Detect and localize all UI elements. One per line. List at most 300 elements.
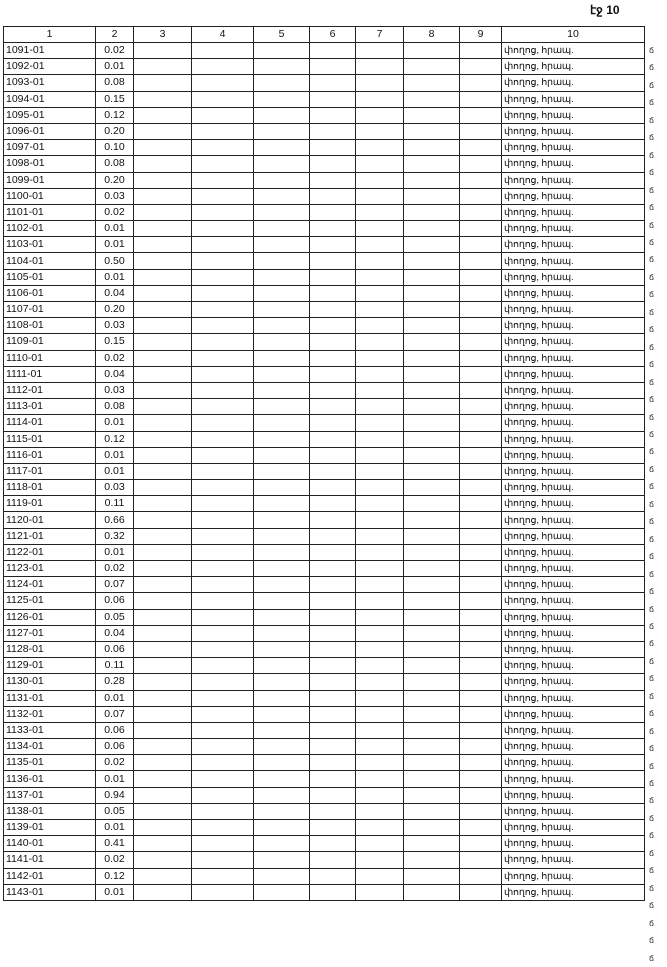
empty-cell bbox=[404, 706, 460, 722]
empty-cell bbox=[310, 107, 356, 123]
land-use-cell: փողոց, հրապ. bbox=[502, 204, 645, 220]
table-row bbox=[4, 641, 645, 657]
page-number: էջ 10 bbox=[590, 3, 620, 17]
empty-cell bbox=[254, 480, 310, 496]
empty-cell bbox=[460, 512, 502, 528]
margin-mark: ճ bbox=[649, 220, 655, 230]
empty-cell bbox=[404, 771, 460, 787]
empty-cell bbox=[460, 188, 502, 204]
empty-cell bbox=[460, 787, 502, 803]
empty-cell bbox=[254, 140, 310, 156]
table-row bbox=[4, 269, 645, 285]
column-header: 9 bbox=[460, 27, 502, 43]
empty-cell bbox=[310, 431, 356, 447]
table-row bbox=[4, 59, 645, 75]
parcel-code-cell: 1134-01 bbox=[4, 739, 96, 755]
empty-cell bbox=[460, 302, 502, 318]
table-row bbox=[4, 285, 645, 301]
empty-cell bbox=[356, 561, 404, 577]
land-use-cell: փողոց, հրապ. bbox=[502, 431, 645, 447]
table-row bbox=[4, 755, 645, 771]
empty-cell bbox=[404, 561, 460, 577]
parcel-code-cell: 1109-01 bbox=[4, 334, 96, 350]
table-row bbox=[4, 512, 645, 528]
land-use-cell: փողոց, հրապ. bbox=[502, 91, 645, 107]
land-use-cell: փողոց, հրապ. bbox=[502, 285, 645, 301]
parcel-code-cell: 1111-01 bbox=[4, 366, 96, 382]
empty-cell bbox=[192, 480, 254, 496]
area-cell: 0.01 bbox=[96, 544, 134, 560]
empty-cell bbox=[254, 366, 310, 382]
area-cell: 0.02 bbox=[96, 852, 134, 868]
empty-cell bbox=[460, 803, 502, 819]
empty-cell bbox=[134, 302, 192, 318]
empty-cell bbox=[254, 884, 310, 900]
margin-mark: ճ bbox=[649, 464, 655, 474]
empty-cell bbox=[310, 221, 356, 237]
table-row bbox=[4, 156, 645, 172]
margin-mark: ճ bbox=[649, 691, 655, 701]
empty-cell bbox=[356, 447, 404, 463]
empty-cell bbox=[460, 140, 502, 156]
empty-cell bbox=[356, 803, 404, 819]
empty-cell bbox=[404, 884, 460, 900]
parcel-code-cell: 1115-01 bbox=[4, 431, 96, 447]
empty-cell bbox=[460, 625, 502, 641]
parcel-code-cell: 1100-01 bbox=[4, 188, 96, 204]
empty-cell bbox=[404, 269, 460, 285]
empty-cell bbox=[254, 496, 310, 512]
margin-mark: ճ bbox=[649, 936, 655, 946]
land-use-cell: փողոց, հրապ. bbox=[502, 399, 645, 415]
land-use-cell: փողոց, հրապ. bbox=[502, 641, 645, 657]
parcel-code-cell: 1103-01 bbox=[4, 237, 96, 253]
area-cell: 0.05 bbox=[96, 609, 134, 625]
parcel-code-cell: 1136-01 bbox=[4, 771, 96, 787]
empty-cell bbox=[254, 415, 310, 431]
empty-cell bbox=[404, 722, 460, 738]
empty-cell bbox=[192, 609, 254, 625]
margin-mark: ճ bbox=[649, 412, 655, 422]
empty-cell bbox=[404, 140, 460, 156]
area-cell: 0.41 bbox=[96, 836, 134, 852]
area-cell: 0.04 bbox=[96, 625, 134, 641]
empty-cell bbox=[310, 480, 356, 496]
empty-cell bbox=[192, 755, 254, 771]
empty-cell bbox=[356, 528, 404, 544]
parcel-code-cell: 1125-01 bbox=[4, 593, 96, 609]
empty-cell bbox=[460, 318, 502, 334]
empty-cell bbox=[134, 107, 192, 123]
empty-cell bbox=[192, 204, 254, 220]
empty-cell bbox=[356, 593, 404, 609]
empty-cell bbox=[134, 803, 192, 819]
area-cell: 0.50 bbox=[96, 253, 134, 269]
empty-cell bbox=[254, 59, 310, 75]
empty-cell bbox=[460, 204, 502, 220]
parcel-code-cell: 1132-01 bbox=[4, 706, 96, 722]
empty-cell bbox=[356, 140, 404, 156]
empty-cell bbox=[134, 140, 192, 156]
empty-cell bbox=[310, 496, 356, 512]
empty-cell bbox=[254, 803, 310, 819]
land-use-cell: փողոց, հրապ. bbox=[502, 350, 645, 366]
empty-cell bbox=[310, 803, 356, 819]
land-use-cell: փողոց, հրապ. bbox=[502, 59, 645, 75]
empty-cell bbox=[134, 221, 192, 237]
land-use-cell: փողոց, հրապ. bbox=[502, 269, 645, 285]
parcel-code-cell: 1110-01 bbox=[4, 350, 96, 366]
empty-cell bbox=[356, 156, 404, 172]
empty-cell bbox=[134, 706, 192, 722]
parcel-code-cell: 1142-01 bbox=[4, 868, 96, 884]
empty-cell bbox=[310, 625, 356, 641]
margin-mark: ճ bbox=[649, 115, 655, 125]
margin-mark: ճ bbox=[649, 831, 655, 841]
parcel-code-cell: 1096-01 bbox=[4, 123, 96, 139]
land-use-cell: փողոց, հրապ. bbox=[502, 609, 645, 625]
area-cell: 0.02 bbox=[96, 43, 134, 59]
parcel-code-cell: 1099-01 bbox=[4, 172, 96, 188]
area-cell: 0.02 bbox=[96, 755, 134, 771]
table-row bbox=[4, 43, 645, 59]
empty-cell bbox=[404, 285, 460, 301]
empty-cell bbox=[134, 350, 192, 366]
table-row bbox=[4, 674, 645, 690]
empty-cell bbox=[134, 480, 192, 496]
empty-cell bbox=[134, 609, 192, 625]
empty-cell bbox=[356, 820, 404, 836]
empty-cell bbox=[192, 771, 254, 787]
empty-cell bbox=[134, 577, 192, 593]
empty-cell bbox=[134, 739, 192, 755]
empty-cell bbox=[356, 334, 404, 350]
parcel-code-cell: 1139-01 bbox=[4, 820, 96, 836]
empty-cell bbox=[254, 172, 310, 188]
margin-mark: ճ bbox=[649, 377, 655, 387]
empty-cell bbox=[192, 350, 254, 366]
area-cell: 0.11 bbox=[96, 496, 134, 512]
empty-cell bbox=[310, 512, 356, 528]
empty-cell bbox=[356, 625, 404, 641]
column-header-row bbox=[4, 27, 645, 43]
area-cell: 0.01 bbox=[96, 463, 134, 479]
empty-cell bbox=[356, 350, 404, 366]
empty-cell bbox=[134, 641, 192, 657]
table-row bbox=[4, 463, 645, 479]
empty-cell bbox=[192, 188, 254, 204]
parcel-code-cell: 1107-01 bbox=[4, 302, 96, 318]
parcel-code-cell: 1101-01 bbox=[4, 204, 96, 220]
empty-cell bbox=[134, 771, 192, 787]
empty-cell bbox=[310, 269, 356, 285]
land-use-cell: փողոց, հրապ. bbox=[502, 755, 645, 771]
empty-cell bbox=[310, 447, 356, 463]
table-row bbox=[4, 658, 645, 674]
margin-mark: ճ bbox=[649, 307, 655, 317]
area-cell: 0.02 bbox=[96, 350, 134, 366]
empty-cell bbox=[460, 382, 502, 398]
area-cell: 0.94 bbox=[96, 787, 134, 803]
empty-cell bbox=[404, 739, 460, 755]
empty-cell bbox=[460, 447, 502, 463]
area-cell: 0.03 bbox=[96, 480, 134, 496]
empty-cell bbox=[192, 561, 254, 577]
area-cell: 0.05 bbox=[96, 803, 134, 819]
empty-cell bbox=[310, 528, 356, 544]
empty-cell bbox=[310, 836, 356, 852]
empty-cell bbox=[254, 593, 310, 609]
empty-cell bbox=[254, 739, 310, 755]
area-cell: 0.08 bbox=[96, 75, 134, 91]
empty-cell bbox=[460, 221, 502, 237]
empty-cell bbox=[356, 690, 404, 706]
empty-cell bbox=[404, 302, 460, 318]
area-cell: 0.12 bbox=[96, 431, 134, 447]
parcel-code-cell: 1118-01 bbox=[4, 480, 96, 496]
empty-cell bbox=[310, 253, 356, 269]
table-row bbox=[4, 221, 645, 237]
empty-cell bbox=[356, 318, 404, 334]
empty-cell bbox=[192, 836, 254, 852]
empty-cell bbox=[310, 140, 356, 156]
land-use-cell: փողոց, հրապ. bbox=[502, 625, 645, 641]
margin-mark: ճ bbox=[649, 342, 655, 352]
empty-cell bbox=[254, 318, 310, 334]
empty-cell bbox=[404, 415, 460, 431]
empty-cell bbox=[356, 172, 404, 188]
column-header: 10 bbox=[502, 27, 645, 43]
empty-cell bbox=[254, 577, 310, 593]
parcel-code-cell: 1131-01 bbox=[4, 690, 96, 706]
land-use-cell: փողոց, հրապ. bbox=[502, 544, 645, 560]
empty-cell bbox=[310, 399, 356, 415]
empty-cell bbox=[460, 852, 502, 868]
table-row bbox=[4, 496, 645, 512]
empty-cell bbox=[356, 204, 404, 220]
empty-cell bbox=[254, 221, 310, 237]
parcel-code-cell: 1124-01 bbox=[4, 577, 96, 593]
empty-cell bbox=[460, 156, 502, 172]
empty-cell bbox=[192, 641, 254, 657]
empty-cell bbox=[404, 463, 460, 479]
empty-cell bbox=[192, 690, 254, 706]
table-row bbox=[4, 172, 645, 188]
land-use-cell: փողոց, հրապ. bbox=[502, 528, 645, 544]
empty-cell bbox=[254, 302, 310, 318]
parcel-code-cell: 1143-01 bbox=[4, 884, 96, 900]
empty-cell bbox=[254, 625, 310, 641]
empty-cell bbox=[356, 722, 404, 738]
empty-cell bbox=[404, 593, 460, 609]
empty-cell bbox=[356, 91, 404, 107]
margin-mark: ճ bbox=[649, 185, 655, 195]
land-use-cell: փողոց, հրապ. bbox=[502, 253, 645, 269]
empty-cell bbox=[404, 852, 460, 868]
empty-cell bbox=[460, 75, 502, 91]
column-header: 3 bbox=[134, 27, 192, 43]
area-cell: 0.01 bbox=[96, 884, 134, 900]
margin-mark: ճ bbox=[649, 447, 655, 457]
margin-mark: ճ bbox=[649, 604, 655, 614]
empty-cell bbox=[460, 43, 502, 59]
empty-cell bbox=[310, 674, 356, 690]
area-cell: 0.02 bbox=[96, 204, 134, 220]
parcel-code-cell: 1092-01 bbox=[4, 59, 96, 75]
empty-cell bbox=[310, 577, 356, 593]
margin-mark: ճ bbox=[649, 360, 655, 370]
margin-mark: ճ bbox=[649, 168, 655, 178]
empty-cell bbox=[192, 868, 254, 884]
land-use-cell: փողոց, հրապ. bbox=[502, 334, 645, 350]
table-row bbox=[4, 528, 645, 544]
empty-cell bbox=[310, 690, 356, 706]
empty-cell bbox=[310, 75, 356, 91]
parcel-code-cell: 1138-01 bbox=[4, 803, 96, 819]
parcel-code-cell: 1135-01 bbox=[4, 755, 96, 771]
area-cell: 0.66 bbox=[96, 512, 134, 528]
area-cell: 0.10 bbox=[96, 140, 134, 156]
empty-cell bbox=[404, 188, 460, 204]
land-use-cell: փողոց, հրապ. bbox=[502, 366, 645, 382]
empty-cell bbox=[310, 884, 356, 900]
empty-cell bbox=[310, 285, 356, 301]
empty-cell bbox=[460, 91, 502, 107]
empty-cell bbox=[310, 722, 356, 738]
empty-cell bbox=[460, 172, 502, 188]
empty-cell bbox=[254, 334, 310, 350]
empty-cell bbox=[192, 820, 254, 836]
table-row bbox=[4, 188, 645, 204]
table-row bbox=[4, 593, 645, 609]
parcel-code-cell: 1128-01 bbox=[4, 641, 96, 657]
area-cell: 0.15 bbox=[96, 334, 134, 350]
margin-mark: ճ bbox=[649, 848, 655, 858]
table-row bbox=[4, 350, 645, 366]
empty-cell bbox=[254, 399, 310, 415]
empty-cell bbox=[134, 123, 192, 139]
land-use-cell: փողոց, հրապ. bbox=[502, 188, 645, 204]
margin-mark: ճ bbox=[649, 918, 655, 928]
empty-cell bbox=[134, 188, 192, 204]
area-cell: 0.15 bbox=[96, 91, 134, 107]
empty-cell bbox=[404, 674, 460, 690]
empty-cell bbox=[460, 123, 502, 139]
table-row bbox=[4, 739, 645, 755]
empty-cell bbox=[192, 528, 254, 544]
area-cell: 0.01 bbox=[96, 59, 134, 75]
area-cell: 0.03 bbox=[96, 318, 134, 334]
area-cell: 0.01 bbox=[96, 269, 134, 285]
land-use-cell: փողոց, հրապ. bbox=[502, 237, 645, 253]
empty-cell bbox=[192, 512, 254, 528]
land-use-cell: փողոց, հրապ. bbox=[502, 107, 645, 123]
parcel-code-cell: 1120-01 bbox=[4, 512, 96, 528]
margin-mark: ճ bbox=[649, 203, 655, 213]
land-use-cell: փողոց, հրապ. bbox=[502, 803, 645, 819]
empty-cell bbox=[192, 739, 254, 755]
empty-cell bbox=[460, 836, 502, 852]
empty-cell bbox=[192, 221, 254, 237]
area-cell: 0.06 bbox=[96, 641, 134, 657]
margin-mark: ճ bbox=[649, 482, 655, 492]
empty-cell bbox=[192, 463, 254, 479]
margin-mark: ճ bbox=[649, 272, 655, 282]
empty-cell bbox=[404, 447, 460, 463]
empty-cell bbox=[192, 544, 254, 560]
land-use-cell: փողոց, հրապ. bbox=[502, 884, 645, 900]
empty-cell bbox=[134, 59, 192, 75]
empty-cell bbox=[356, 75, 404, 91]
area-cell: 0.28 bbox=[96, 674, 134, 690]
parcel-code-cell: 1112-01 bbox=[4, 382, 96, 398]
margin-mark: ճ bbox=[649, 237, 655, 247]
margin-mark: ճ bbox=[649, 499, 655, 509]
empty-cell bbox=[192, 658, 254, 674]
empty-cell bbox=[404, 221, 460, 237]
table-row bbox=[4, 366, 645, 382]
margin-mark: ճ bbox=[649, 726, 655, 736]
empty-cell bbox=[460, 463, 502, 479]
empty-cell bbox=[356, 302, 404, 318]
empty-cell bbox=[404, 366, 460, 382]
empty-cell bbox=[310, 366, 356, 382]
empty-cell bbox=[134, 544, 192, 560]
empty-cell bbox=[356, 755, 404, 771]
empty-cell bbox=[404, 318, 460, 334]
empty-cell bbox=[310, 852, 356, 868]
empty-cell bbox=[134, 156, 192, 172]
empty-cell bbox=[134, 690, 192, 706]
empty-cell bbox=[310, 188, 356, 204]
empty-cell bbox=[134, 172, 192, 188]
empty-cell bbox=[460, 415, 502, 431]
land-use-cell: փողոց, հրապ. bbox=[502, 577, 645, 593]
land-use-cell: փողոց, հրապ. bbox=[502, 480, 645, 496]
empty-cell bbox=[134, 237, 192, 253]
empty-cell bbox=[192, 156, 254, 172]
empty-cell bbox=[404, 43, 460, 59]
margin-mark: ճ bbox=[649, 709, 655, 719]
empty-cell bbox=[460, 528, 502, 544]
land-use-cell: փողոց, հրապ. bbox=[502, 820, 645, 836]
land-use-cell: փողոց, հրապ. bbox=[502, 512, 645, 528]
empty-cell bbox=[134, 431, 192, 447]
empty-cell bbox=[192, 107, 254, 123]
empty-cell bbox=[460, 285, 502, 301]
land-use-cell: փողոց, հրապ. bbox=[502, 75, 645, 91]
empty-cell bbox=[460, 561, 502, 577]
empty-cell bbox=[460, 334, 502, 350]
empty-cell bbox=[404, 820, 460, 836]
margin-annotations bbox=[649, 42, 667, 967]
empty-cell bbox=[460, 431, 502, 447]
empty-cell bbox=[460, 593, 502, 609]
empty-cell bbox=[404, 431, 460, 447]
table-row bbox=[4, 820, 645, 836]
empty-cell bbox=[254, 641, 310, 657]
empty-cell bbox=[460, 480, 502, 496]
empty-cell bbox=[134, 820, 192, 836]
land-use-cell: փողոց, հրապ. bbox=[502, 447, 645, 463]
empty-cell bbox=[254, 658, 310, 674]
parcel-code-cell: 1116-01 bbox=[4, 447, 96, 463]
land-use-cell: փողոց, հրապ. bbox=[502, 868, 645, 884]
margin-mark: ճ bbox=[649, 953, 655, 963]
empty-cell bbox=[254, 188, 310, 204]
empty-cell bbox=[310, 771, 356, 787]
empty-cell bbox=[404, 172, 460, 188]
